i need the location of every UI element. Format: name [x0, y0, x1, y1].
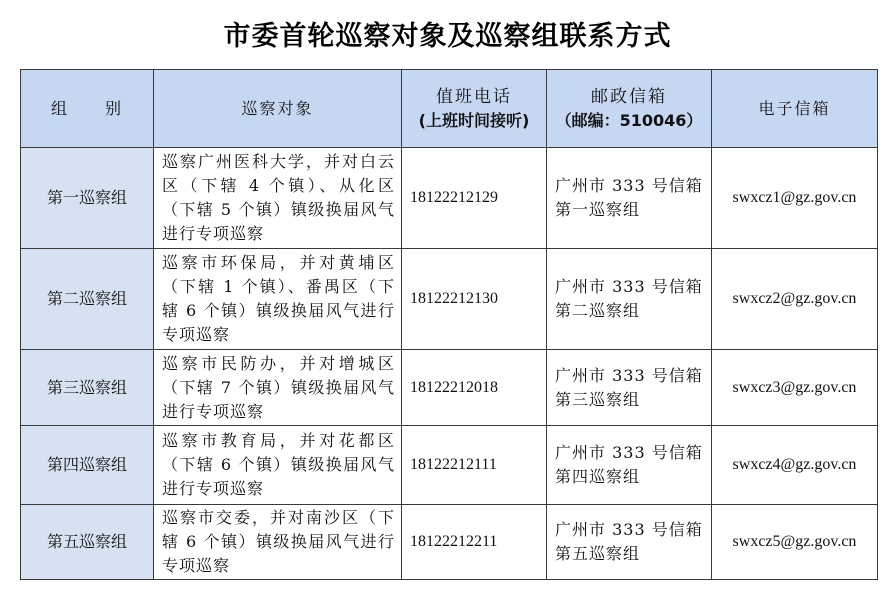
mailbox-cell: 广州市 333 号信箱第一巡察组	[547, 148, 712, 249]
group-cell: 第三巡察组	[21, 350, 154, 426]
target-cell: 巡察市交委，并对南沙区（下辖 6 个镇）镇级换届风气进行专项巡察	[154, 505, 402, 580]
header-mail-zip: （邮编：510046）	[555, 110, 703, 130]
table-row	[21, 505, 878, 580]
phone-cell: 18122212129	[402, 148, 547, 249]
target-cell: 巡察广州医科大学，并对白云区（下辖 4 个镇）、从化区（下辖 5 个镇）镇级换届风气进行专项巡察	[154, 148, 402, 249]
table-row	[21, 426, 878, 505]
email-cell: swxcz2@gz.gov.cn	[712, 249, 878, 350]
group-cell: 第四巡察组	[21, 426, 154, 505]
header-phone	[402, 70, 547, 148]
email-cell: swxcz3@gz.gov.cn	[712, 350, 878, 426]
target-cell: 巡察市环保局，并对黄埔区（下辖 1 个镇）、番禺区（下辖 6 个镇）镇级换届风气进行专项巡察	[154, 249, 402, 350]
group-cell: 第五巡察组	[21, 505, 154, 580]
header-phone-note: (上班时间接听)	[418, 110, 530, 130]
mailbox-cell: 广州市 333 号信箱第四巡察组	[547, 426, 712, 505]
header-target: 巡察对象	[154, 70, 402, 148]
header-group: 组 别	[21, 70, 154, 148]
table-row	[21, 249, 878, 350]
phone-cell: 18122212130	[402, 249, 547, 350]
email-cell: swxcz5@gz.gov.cn	[712, 505, 878, 580]
header-mail-title: 邮政信箱	[591, 86, 667, 107]
contact-table	[20, 69, 878, 580]
phone-cell: 18122212018	[402, 350, 547, 426]
target-cell: 巡察市教育局，并对花都区（下辖 6 个镇）镇级换届风气进行专项巡察	[154, 426, 402, 505]
page-title: 市委首轮巡察对象及巡察组联系方式	[223, 21, 672, 52]
header-phone-title: 值班电话	[436, 86, 512, 107]
email-cell: swxcz4@gz.gov.cn	[712, 426, 878, 505]
email-cell: swxcz1@gz.gov.cn	[712, 148, 878, 249]
group-cell: 第二巡察组	[21, 249, 154, 350]
header-mail	[547, 70, 712, 148]
table-header-row	[21, 70, 878, 148]
table-row	[21, 148, 878, 249]
phone-cell: 18122212111	[402, 426, 547, 505]
header-email: 电子信箱	[712, 70, 878, 148]
mailbox-cell: 广州市 333 号信箱第三巡察组	[547, 350, 712, 426]
phone-cell: 18122212211	[402, 505, 547, 580]
mailbox-cell: 广州市 333 号信箱第五巡察组	[547, 505, 712, 580]
group-cell: 第一巡察组	[21, 148, 154, 249]
target-cell: 巡察市民防办，并对增城区（下辖 7 个镇）镇级换届风气进行专项巡察	[154, 350, 402, 426]
table-row	[21, 350, 878, 426]
mailbox-cell: 广州市 333 号信箱第二巡察组	[547, 249, 712, 350]
